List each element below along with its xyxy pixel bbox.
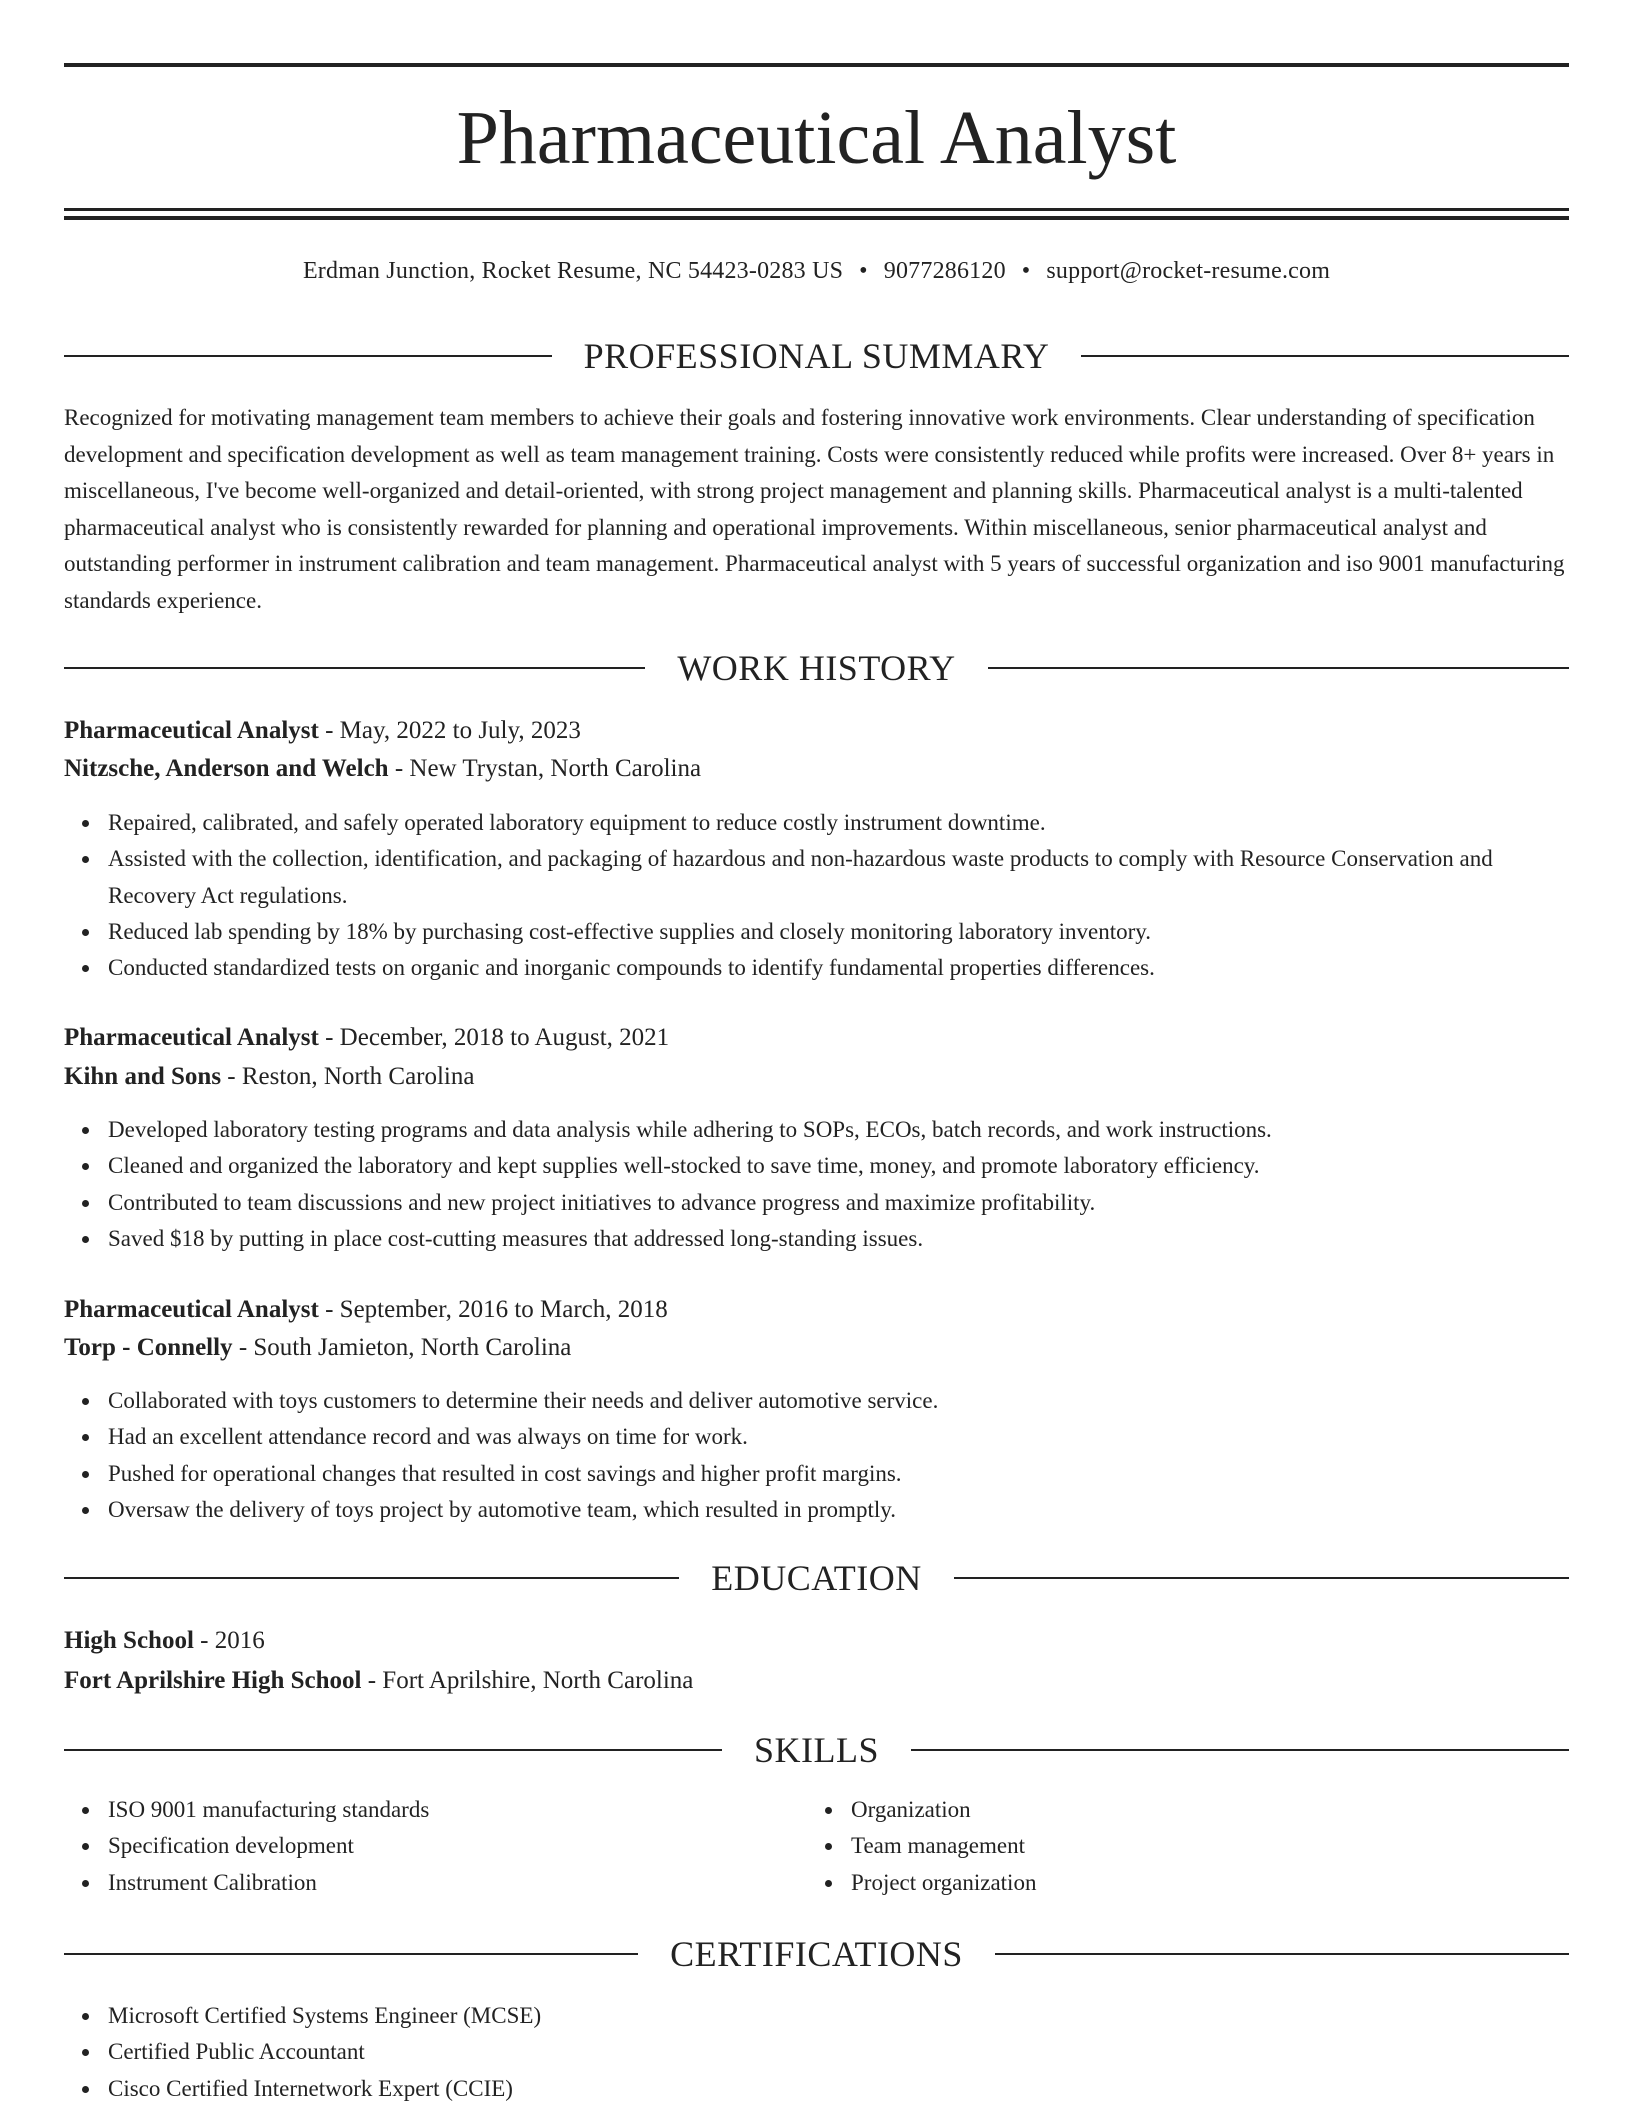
job-company-line	[64, 1331, 1569, 1365]
section-divider	[995, 1953, 1569, 1955]
job-title: Pharmaceutical Analyst	[64, 717, 319, 744]
job-company: Nitzsche, Anderson and Welch	[64, 755, 389, 782]
job-dates: - May, 2022 to July, 2023	[318, 717, 581, 744]
section-header-certifications	[64, 1932, 1569, 1976]
section-divider	[64, 1953, 638, 1955]
title-rule-upper	[64, 208, 1569, 211]
section-title: CERTIFICATIONS	[670, 1934, 963, 1974]
list-item: Contributed to team discussions and new project initiatives to advance progress and maximize profitability.	[64, 1185, 1569, 1221]
section-title: SKILLS	[754, 1730, 880, 1770]
skills-list-right	[807, 1792, 1632, 1901]
education-location: - Fort Aprilshire, North Carolina	[361, 1667, 694, 1694]
section-title: EDUCATION	[711, 1558, 922, 1598]
section-divider	[64, 355, 552, 357]
job-title-line	[64, 1293, 1569, 1327]
section-header-skills	[64, 1728, 1569, 1772]
job-location: - Reston, North Carolina	[221, 1063, 475, 1090]
section-divider	[988, 667, 1569, 669]
job-title: Pharmaceutical Analyst	[64, 1296, 319, 1323]
job-bullets	[64, 1383, 1569, 1528]
title-rule-lower	[64, 216, 1569, 220]
job-location: - New Trystan, North Carolina	[388, 755, 702, 782]
list-item: Certified Public Accountant	[64, 2034, 1569, 2070]
list-item: Specification development	[64, 1828, 1569, 1864]
education-school: Fort Aprilshire High School	[64, 1667, 362, 1694]
list-item: Saved $18 by putting in place cost-cutting measures that addressed long-standing issues.	[64, 1221, 1569, 1257]
education-year: - 2016	[193, 1627, 265, 1654]
summary-text: Recognized for motivating management team members to achieve their goals and fostering innovative work environments. Clear understanding of specification development and specification development as well as team management training. Costs were consistently reduced while profits were increased. Over 8+ years in miscellaneous, I've become well-organized and detail-oriented, with strong project management and planning skills. Pharmaceutical analyst is a multi-talented pharmaceutical analyst who is consistently rewarded for planning and operational improvements. Within miscellaneous, senior pharmaceutical analyst and outstanding performer in instrument calibration and team management. Pharmaceutical analyst with 5 years of successful organization and iso 9001 manufacturing standards experience.	[64, 405, 1565, 613]
list-item: Instrument Calibration	[64, 1865, 1569, 1901]
section-title: PROFESSIONAL SUMMARY	[583, 336, 1050, 376]
list-item: Developed laboratory testing programs and data analysis while adhering to SOPs, ECOs, batch records, and work instructions.	[64, 1112, 1569, 1148]
contact-separator: •	[859, 258, 868, 284]
section-divider	[64, 1577, 679, 1579]
job-company-line	[64, 1060, 1569, 1094]
job-bullets	[64, 805, 1569, 986]
top-rule	[64, 63, 1569, 67]
job-title-line	[64, 1021, 1569, 1055]
list-item: Assisted with the collection, identification, and packaging of hazardous and non-hazardous waste products to comply with Resource Conservation and Recovery Act regulations.	[64, 841, 1569, 914]
list-item: Oversaw the delivery of toys project by automotive team, which resulted in promptly.	[64, 1492, 1569, 1528]
job-title: Pharmaceutical Analyst	[64, 1024, 319, 1051]
contact-email: support@rocket-resume.com	[1046, 258, 1331, 284]
list-item: Project organization	[807, 1865, 1632, 1901]
section-divider	[64, 1749, 722, 1751]
section-header-summary	[64, 334, 1569, 378]
job-company: Torp - Connelly	[64, 1334, 233, 1361]
job-location: - South Jamieton, North Carolina	[232, 1334, 572, 1361]
list-item: Cisco Certified Internetwork Expert (CCIE)	[64, 2071, 1569, 2107]
certifications-list	[64, 1998, 1569, 2107]
section-title: WORK HISTORY	[677, 648, 956, 688]
contact-phone: 9077286120	[883, 258, 1006, 284]
list-item: Pushed for operational changes that resulted in cost savings and higher profit margins.	[64, 1456, 1569, 1492]
list-item: Team management	[807, 1828, 1632, 1864]
contact-separator: •	[1021, 258, 1031, 284]
list-item: Microsoft Certified Systems Engineer (MCSE)	[64, 1998, 1569, 2034]
section-divider	[954, 1577, 1569, 1579]
list-item: Had an excellent attendance record and was always on time for work.	[64, 1419, 1569, 1455]
list-item: Organization	[807, 1792, 1632, 1828]
list-item: ISO 9001 manufacturing standards	[64, 1792, 1569, 1828]
education-degree-line	[64, 1624, 1569, 1658]
contact-address: Erdman Junction, Rocket Resume, NC 54423-0283 US	[302, 258, 844, 284]
section-divider	[911, 1749, 1569, 1751]
job-dates: - September, 2016 to March, 2018	[318, 1296, 668, 1323]
section-header-education	[64, 1556, 1569, 1600]
job-company-line	[64, 752, 1569, 786]
job-company: Kihn and Sons	[64, 1063, 222, 1090]
section-header-work-history	[64, 646, 1569, 690]
list-item: Cleaned and organized the laboratory and kept supplies well-stocked to save time, money, and promote laboratory efficiency.	[64, 1148, 1569, 1184]
list-item: Repaired, calibrated, and safely operated laboratory equipment to reduce costly instrument downtime.	[64, 805, 1569, 841]
resume-title: Pharmaceutical Analyst	[456, 96, 1177, 180]
list-item: Collaborated with toys customers to determine their needs and deliver automotive service.	[64, 1383, 1569, 1419]
contact-line	[64, 255, 1569, 287]
job-title-line	[64, 714, 1569, 748]
section-divider	[64, 667, 645, 669]
education-school-line	[64, 1664, 1569, 1698]
list-item: Conducted standardized tests on organic and inorganic compounds to identify fundamental properties differences.	[64, 950, 1569, 986]
job-dates: - December, 2018 to August, 2021	[318, 1024, 670, 1051]
job-bullets	[64, 1112, 1569, 1257]
section-divider	[1081, 355, 1569, 357]
education-degree: High School	[64, 1627, 194, 1654]
list-item: Reduced lab spending by 18% by purchasing cost-effective supplies and closely monitoring laboratory inventory.	[64, 914, 1569, 950]
